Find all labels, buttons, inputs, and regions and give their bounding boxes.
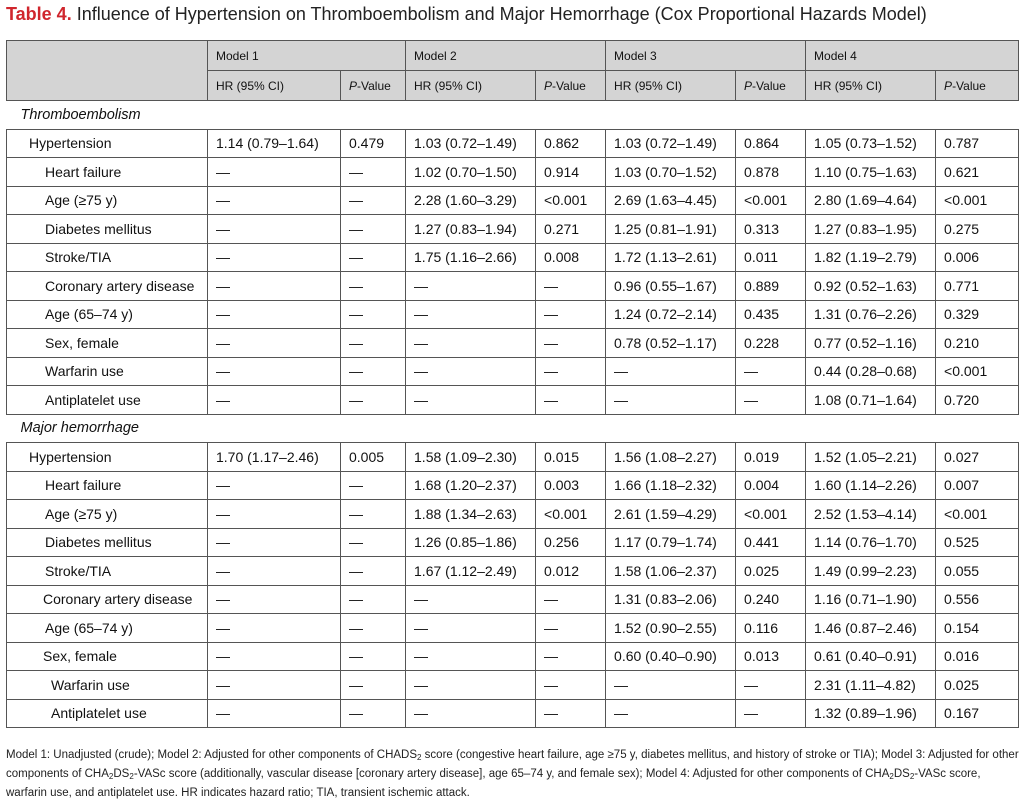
p-value-cell: — xyxy=(341,557,406,586)
section-row xyxy=(7,101,1019,130)
row-label: Stroke/TIA xyxy=(7,243,208,272)
hr-cell: — xyxy=(208,642,341,671)
p-value-cell: 0.771 xyxy=(936,272,1019,301)
hr-cell: 1.26 (0.85–1.86) xyxy=(406,528,536,557)
p-value-cell: — xyxy=(536,329,606,358)
row-label: Heart failure xyxy=(7,158,208,187)
hr-cell: — xyxy=(208,357,341,386)
hr-cell: 1.52 (0.90–2.55) xyxy=(606,614,736,643)
table-row xyxy=(7,443,1019,472)
p-value-cell: 0.007 xyxy=(936,471,1019,500)
hr-cell: — xyxy=(606,671,736,700)
header-corner xyxy=(7,41,208,101)
header-model-2: Model 2 xyxy=(406,41,606,71)
hr-cell: 1.31 (0.76–2.26) xyxy=(806,300,936,329)
hr-cell: — xyxy=(406,300,536,329)
p-value-cell: 0.154 xyxy=(936,614,1019,643)
p-value-cell: — xyxy=(736,386,806,415)
hr-cell: — xyxy=(208,329,341,358)
hr-cell: 1.27 (0.83–1.95) xyxy=(806,215,936,244)
hr-cell: — xyxy=(208,471,341,500)
header-hr-3: HR (95% CI) xyxy=(606,71,736,101)
header-hr-1: HR (95% CI) xyxy=(208,71,341,101)
p-value-cell: — xyxy=(341,243,406,272)
p-value-cell: — xyxy=(536,357,606,386)
p-value-cell: 0.210 xyxy=(936,329,1019,358)
hr-cell: 1.58 (1.06–2.37) xyxy=(606,557,736,586)
hr-cell: 1.14 (0.76–1.70) xyxy=(806,528,936,557)
row-label: Diabetes mellitus xyxy=(7,528,208,557)
hr-cell: — xyxy=(208,671,341,700)
hr-cell: — xyxy=(208,585,341,614)
hr-cell: 1.25 (0.81–1.91) xyxy=(606,215,736,244)
hr-cell: 0.61 (0.40–0.91) xyxy=(806,642,936,671)
p-value-cell: — xyxy=(341,471,406,500)
hr-cell: 1.82 (1.19–2.79) xyxy=(806,243,936,272)
p-value-cell: 0.556 xyxy=(936,585,1019,614)
table-row xyxy=(7,642,1019,671)
p-value-cell: <0.001 xyxy=(536,186,606,215)
table-row xyxy=(7,186,1019,215)
hr-cell: — xyxy=(406,329,536,358)
p-value-cell: — xyxy=(341,357,406,386)
hr-cell: 1.75 (1.16–2.66) xyxy=(406,243,536,272)
p-value-cell: 0.016 xyxy=(936,642,1019,671)
hr-cell: — xyxy=(606,386,736,415)
hr-cell: 0.60 (0.40–0.90) xyxy=(606,642,736,671)
p-value-cell: <0.001 xyxy=(936,186,1019,215)
table-row xyxy=(7,272,1019,301)
header-hr-2: HR (95% CI) xyxy=(406,71,536,101)
p-value-cell: 0.008 xyxy=(536,243,606,272)
p-value-cell: 0.275 xyxy=(936,215,1019,244)
row-label: Warfarin use xyxy=(7,671,208,700)
row-label: Coronary artery disease xyxy=(7,272,208,301)
row-label: Stroke/TIA xyxy=(7,557,208,586)
p-value-cell: — xyxy=(341,642,406,671)
p-value-cell: 0.878 xyxy=(736,158,806,187)
hr-cell: — xyxy=(606,699,736,728)
row-label: Sex, female xyxy=(7,642,208,671)
table-row xyxy=(7,471,1019,500)
p-value-cell: 0.116 xyxy=(736,614,806,643)
p-value-cell: — xyxy=(736,671,806,700)
p-value-cell: <0.001 xyxy=(536,500,606,529)
hr-cell: 1.08 (0.71–1.64) xyxy=(806,386,936,415)
hr-cell: 1.03 (0.72–1.49) xyxy=(406,129,536,158)
hr-cell: — xyxy=(208,186,341,215)
table-row xyxy=(7,357,1019,386)
header-p-4: P-Value xyxy=(936,71,1019,101)
hr-cell: 1.05 (0.73–1.52) xyxy=(806,129,936,158)
hr-cell: 1.67 (1.12–2.49) xyxy=(406,557,536,586)
p-value-cell: — xyxy=(341,215,406,244)
p-value-cell: — xyxy=(536,614,606,643)
table-row xyxy=(7,614,1019,643)
hr-cell: 0.44 (0.28–0.68) xyxy=(806,357,936,386)
p-value-cell: 0.621 xyxy=(936,158,1019,187)
p-value-cell: — xyxy=(736,357,806,386)
p-value-cell: — xyxy=(341,585,406,614)
p-value-cell: — xyxy=(341,528,406,557)
hr-cell: — xyxy=(208,300,341,329)
table-title xyxy=(6,3,927,25)
hr-cell: — xyxy=(208,158,341,187)
header-model-3: Model 3 xyxy=(606,41,806,71)
table-footnote: Model 1: Unadjusted (crude); Model 2: Adjusted for other components of $CHADS_2$ score (congestive heart failure, age ≥75 y, diabetes mellitus, and history of stroke or TIA); Model 3: Adjusted for other components of $CHA_2DS_2$-VASc score (additionally, vascular disease [coronary artery disease], age 65–74 y, and female sex); Model 4: Adjusted for other components of $CHA_2DS_2$-VASc score, warfarin use, and antiplatelet use. HR indicates hazard ratio; TIA, transient ischemic attack. xyxy=(6,749,1019,799)
header-p-1: P-Value xyxy=(341,71,406,101)
p-value-cell: 0.013 xyxy=(736,642,806,671)
hr-cell: 1.72 (1.13–2.61) xyxy=(606,243,736,272)
p-value-cell: — xyxy=(341,272,406,301)
hr-cell: — xyxy=(406,357,536,386)
p-value-cell: 0.862 xyxy=(536,129,606,158)
row-label: Age (65–74 y) xyxy=(7,614,208,643)
section-title: Thromboembolism xyxy=(7,101,1019,130)
p-value-cell: 0.864 xyxy=(736,129,806,158)
table-row xyxy=(7,557,1019,586)
hr-cell: — xyxy=(406,642,536,671)
table-row xyxy=(7,129,1019,158)
table-number: Table 4. xyxy=(6,4,72,24)
hr-cell: 1.66 (1.18–2.32) xyxy=(606,471,736,500)
p-value-cell: — xyxy=(341,386,406,415)
row-label: Age (≥75 y) xyxy=(7,500,208,529)
hr-cell: 1.02 (0.70–1.50) xyxy=(406,158,536,187)
hr-cell: 1.46 (0.87–2.46) xyxy=(806,614,936,643)
hr-cell: 0.78 (0.52–1.17) xyxy=(606,329,736,358)
table-title-text: Influence of Hypertension on Thromboembolism and Major Hemorrhage (Cox Proportional Hazards Model) xyxy=(76,4,927,24)
hr-cell: 2.69 (1.63–4.45) xyxy=(606,186,736,215)
hr-cell: — xyxy=(208,243,341,272)
table-row xyxy=(7,528,1019,557)
p-value-cell: — xyxy=(536,300,606,329)
hr-cell: — xyxy=(406,699,536,728)
hr-cell: — xyxy=(208,528,341,557)
hr-cell: 1.49 (0.99–2.23) xyxy=(806,557,936,586)
p-value-cell: — xyxy=(736,699,806,728)
p-value-cell: 0.787 xyxy=(936,129,1019,158)
table-row xyxy=(7,699,1019,728)
header-row-models xyxy=(7,41,1019,71)
p-value-cell: — xyxy=(536,699,606,728)
hr-cell: — xyxy=(208,215,341,244)
p-value-cell: — xyxy=(341,186,406,215)
hr-cell: — xyxy=(208,557,341,586)
p-value-cell: <0.001 xyxy=(936,357,1019,386)
table-row xyxy=(7,300,1019,329)
p-value-cell: 0.240 xyxy=(736,585,806,614)
hr-cell: 1.58 (1.09–2.30) xyxy=(406,443,536,472)
table-row xyxy=(7,671,1019,700)
row-label: Antiplatelet use xyxy=(7,699,208,728)
hr-cell: 1.14 (0.79–1.64) xyxy=(208,129,341,158)
p-value-cell: — xyxy=(536,272,606,301)
p-value-cell: 0.271 xyxy=(536,215,606,244)
table-body xyxy=(7,41,1019,728)
hr-cell: 2.61 (1.59–4.29) xyxy=(606,500,736,529)
row-label: Age (65–74 y) xyxy=(7,300,208,329)
p-value-cell: — xyxy=(341,671,406,700)
hr-cell: 1.03 (0.70–1.52) xyxy=(606,158,736,187)
hr-cell: 2.31 (1.11–4.82) xyxy=(806,671,936,700)
p-value-cell: 0.003 xyxy=(536,471,606,500)
p-value-cell: <0.001 xyxy=(736,500,806,529)
table-row xyxy=(7,500,1019,529)
hr-cell: — xyxy=(406,614,536,643)
p-value-cell: <0.001 xyxy=(936,500,1019,529)
p-value-cell: 0.015 xyxy=(536,443,606,472)
section-row xyxy=(7,414,1019,443)
hr-cell: 1.70 (1.17–2.46) xyxy=(208,443,341,472)
header-model-1: Model 1 xyxy=(208,41,406,71)
p-value-cell: — xyxy=(341,158,406,187)
results-table xyxy=(6,40,1019,728)
p-value-cell: — xyxy=(341,329,406,358)
hr-cell: 1.31 (0.83–2.06) xyxy=(606,585,736,614)
hr-cell: 1.10 (0.75–1.63) xyxy=(806,158,936,187)
p-value-cell: — xyxy=(341,300,406,329)
p-value-cell: — xyxy=(536,671,606,700)
hr-cell: — xyxy=(406,671,536,700)
p-value-cell: 0.027 xyxy=(936,443,1019,472)
row-label: Hypertension xyxy=(7,443,208,472)
hr-cell: 1.03 (0.72–1.49) xyxy=(606,129,736,158)
p-value-cell: 0.055 xyxy=(936,557,1019,586)
hr-cell: 1.24 (0.72–2.14) xyxy=(606,300,736,329)
p-value-cell: 0.025 xyxy=(736,557,806,586)
hr-cell: — xyxy=(406,585,536,614)
p-value-cell: 0.025 xyxy=(936,671,1019,700)
hr-cell: — xyxy=(208,699,341,728)
hr-cell: 1.16 (0.71–1.90) xyxy=(806,585,936,614)
p-value-cell: — xyxy=(341,500,406,529)
p-value-cell: 0.005 xyxy=(341,443,406,472)
p-value-cell: <0.001 xyxy=(736,186,806,215)
table-row xyxy=(7,386,1019,415)
hr-cell: 1.88 (1.34–2.63) xyxy=(406,500,536,529)
row-label: Heart failure xyxy=(7,471,208,500)
hr-cell: — xyxy=(208,614,341,643)
hr-cell: 1.17 (0.79–1.74) xyxy=(606,528,736,557)
hr-cell: 0.77 (0.52–1.16) xyxy=(806,329,936,358)
p-value-cell: — xyxy=(341,699,406,728)
hr-cell: 2.52 (1.53–4.14) xyxy=(806,500,936,529)
p-value-cell: 0.889 xyxy=(736,272,806,301)
p-value-cell: 0.011 xyxy=(736,243,806,272)
hr-cell: — xyxy=(208,500,341,529)
hr-cell: 1.52 (1.05–2.21) xyxy=(806,443,936,472)
hr-cell: 2.28 (1.60–3.29) xyxy=(406,186,536,215)
row-label: Coronary artery disease xyxy=(7,585,208,614)
section-title: Major hemorrhage xyxy=(7,414,1019,443)
p-value-cell: — xyxy=(536,642,606,671)
p-value-cell: 0.525 xyxy=(936,528,1019,557)
hr-cell: 1.56 (1.08–2.27) xyxy=(606,443,736,472)
hr-cell: 0.92 (0.52–1.63) xyxy=(806,272,936,301)
header-p-3: P-Value xyxy=(736,71,806,101)
row-label: Warfarin use xyxy=(7,357,208,386)
p-value-cell: 0.019 xyxy=(736,443,806,472)
row-label: Hypertension xyxy=(7,129,208,158)
row-label: Antiplatelet use xyxy=(7,386,208,415)
p-value-cell: — xyxy=(341,614,406,643)
hr-cell: — xyxy=(606,357,736,386)
table-row xyxy=(7,329,1019,358)
p-value-cell: 0.914 xyxy=(536,158,606,187)
hr-cell: 1.32 (0.89–1.96) xyxy=(806,699,936,728)
header-p-2: P-Value xyxy=(536,71,606,101)
p-value-cell: 0.167 xyxy=(936,699,1019,728)
hr-cell: 1.27 (0.83–1.94) xyxy=(406,215,536,244)
row-label: Age (≥75 y) xyxy=(7,186,208,215)
hr-cell: — xyxy=(406,386,536,415)
p-value-cell: 0.435 xyxy=(736,300,806,329)
hr-cell: 0.96 (0.55–1.67) xyxy=(606,272,736,301)
p-value-cell: 0.012 xyxy=(536,557,606,586)
header-hr-4: HR (95% CI) xyxy=(806,71,936,101)
p-value-cell: 0.329 xyxy=(936,300,1019,329)
p-value-cell: 0.720 xyxy=(936,386,1019,415)
p-value-cell: 0.004 xyxy=(736,471,806,500)
header-model-4: Model 4 xyxy=(806,41,1019,71)
p-value-cell: 0.228 xyxy=(736,329,806,358)
hr-cell: — xyxy=(406,272,536,301)
hr-cell: — xyxy=(208,386,341,415)
table-row xyxy=(7,585,1019,614)
table-row xyxy=(7,215,1019,244)
p-value-cell: 0.479 xyxy=(341,129,406,158)
p-value-cell: — xyxy=(536,386,606,415)
p-value-cell: 0.256 xyxy=(536,528,606,557)
row-label: Diabetes mellitus xyxy=(7,215,208,244)
p-value-cell: 0.313 xyxy=(736,215,806,244)
p-value-cell: 0.441 xyxy=(736,528,806,557)
hr-cell: 2.80 (1.69–4.64) xyxy=(806,186,936,215)
row-label: Sex, female xyxy=(7,329,208,358)
table-row xyxy=(7,243,1019,272)
hr-cell: 1.60 (1.14–2.26) xyxy=(806,471,936,500)
p-value-cell: 0.006 xyxy=(936,243,1019,272)
hr-cell: 1.68 (1.20–2.37) xyxy=(406,471,536,500)
hr-cell: — xyxy=(208,272,341,301)
p-value-cell: — xyxy=(536,585,606,614)
table-row xyxy=(7,158,1019,187)
